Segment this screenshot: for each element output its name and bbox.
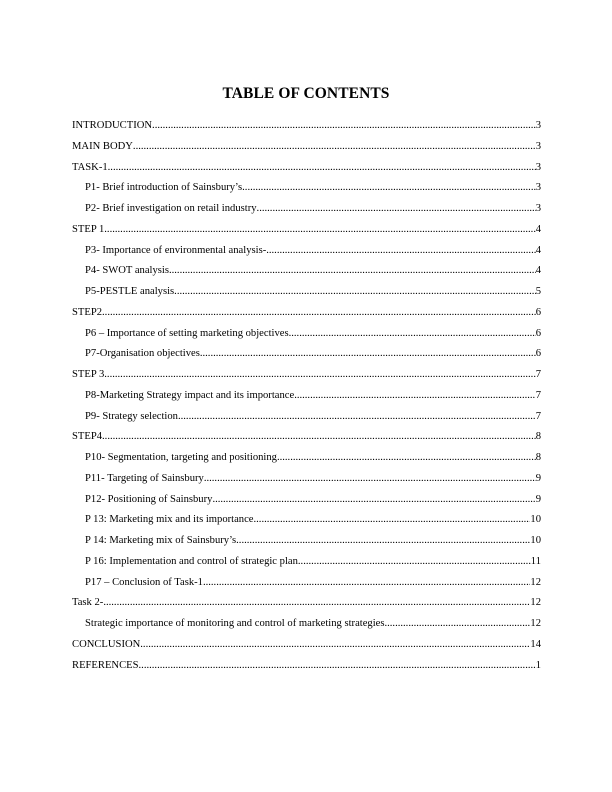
toc-entry-page-number: 7	[535, 410, 541, 422]
toc-entry-page-number: 10	[530, 535, 541, 546]
toc-entry-label: INTRODUCTION	[72, 120, 153, 131]
toc-dot-leader	[133, 137, 536, 158]
toc-entry-label: STEP 3	[72, 369, 105, 380]
toc-entry-page-number: 6	[535, 348, 541, 360]
toc-entry-label: P6 – Importance of setting marketing objectives	[85, 327, 289, 339]
toc-entry[interactable]	[72, 220, 541, 241]
toc-entry[interactable]	[72, 344, 541, 365]
toc-entry[interactable]	[72, 199, 541, 220]
toc-entry[interactable]	[72, 427, 541, 448]
toc-entry-label: STEP2	[72, 306, 103, 318]
toc-entry-page-number: 5	[535, 286, 541, 297]
toc-entry-label: MAIN BODY	[72, 140, 133, 152]
toc-entry[interactable]	[72, 614, 541, 635]
toc-dot-leader	[289, 324, 536, 345]
toc-entry[interactable]	[72, 531, 541, 552]
toc-dot-leader	[139, 656, 536, 677]
toc-entry[interactable]	[72, 137, 541, 158]
toc-entry-label: Strategic importance of monitoring and control of marketing strategies	[85, 618, 385, 629]
toc-entry-page-number: 7	[535, 369, 541, 380]
toc-entry-label: P5-PESTLE analysis	[85, 286, 175, 297]
toc-dot-leader	[384, 614, 530, 635]
toc-entry-page-number: 9	[535, 493, 541, 505]
toc-entry-label: P11- Targeting of Sainsbury	[85, 472, 204, 484]
toc-entry[interactable]	[72, 656, 541, 677]
toc-entry-label: P17 – Conclusion of Task-1	[85, 576, 203, 588]
table-of-contents	[72, 116, 541, 676]
toc-entry-page-number: 11	[530, 555, 541, 567]
toc-entry-label: CONCLUSION	[72, 638, 141, 650]
toc-entry[interactable]	[72, 282, 541, 303]
toc-entry[interactable]	[72, 490, 541, 511]
toc-entry[interactable]	[72, 386, 541, 407]
toc-entry[interactable]	[72, 241, 541, 262]
toc-entry-label: P12- Positioning of Sainsbury	[85, 493, 213, 505]
toc-entry[interactable]	[72, 573, 541, 594]
toc-entry-page-number: 8	[535, 452, 541, 463]
toc-entry-label: P 16: Implementation and control of strategic plan	[85, 555, 298, 567]
toc-entry-label: STEP4	[72, 431, 103, 443]
toc-entry-page-number: 3	[535, 203, 541, 214]
toc-dot-leader	[204, 469, 536, 490]
toc-entry[interactable]	[72, 552, 541, 573]
toc-entry-page-number: 3	[535, 140, 541, 152]
toc-dot-leader	[200, 344, 536, 365]
toc-entry-label: P10- Segmentation, targeting and positioning	[85, 452, 277, 463]
toc-dot-leader	[104, 220, 535, 241]
toc-entry-page-number: 4	[535, 265, 541, 277]
toc-dot-leader	[203, 573, 530, 594]
toc-entry-page-number: 3	[535, 120, 541, 131]
toc-entry[interactable]	[72, 178, 541, 199]
toc-entry[interactable]	[72, 469, 541, 490]
toc-entry-page-number: 6	[535, 306, 541, 318]
toc-entry-page-number: 7	[535, 389, 541, 401]
toc-entry-label: REFERENCES	[72, 659, 139, 671]
toc-entry-page-number: 4	[535, 223, 541, 235]
toc-dot-leader	[236, 531, 530, 552]
toc-dot-leader	[102, 427, 536, 448]
toc-dot-leader	[298, 552, 531, 573]
toc-entry-label: P3- Importance of environmental analysis-	[85, 244, 267, 256]
toc-dot-leader	[152, 116, 536, 137]
toc-dot-leader	[254, 510, 531, 531]
toc-entry[interactable]	[72, 365, 541, 386]
toc-entry-page-number: 3	[535, 182, 541, 194]
toc-entry-page-number: 8	[535, 431, 541, 443]
page-title: TABLE OF CONTENTS	[222, 85, 390, 102]
toc-entry-label: P 13: Marketing mix and its importance	[85, 514, 254, 526]
toc-entry-label: STEP 1	[72, 223, 105, 235]
toc-entry-page-number: 9	[535, 472, 541, 484]
toc-entry-page-number: 4	[535, 244, 541, 256]
toc-dot-leader	[102, 303, 536, 324]
toc-entry-label: P1- Brief introduction of Sainsbury’s	[85, 182, 243, 194]
toc-entry[interactable]	[72, 158, 541, 179]
toc-entry-page-number: 12	[530, 576, 541, 588]
toc-entry[interactable]	[72, 635, 541, 656]
toc-entry-label: Task 2-	[72, 597, 104, 609]
toc-entry[interactable]	[72, 116, 541, 137]
toc-dot-leader	[140, 635, 530, 656]
toc-entry-label: P2- Brief investigation on retail industry	[85, 203, 257, 214]
toc-dot-leader	[178, 407, 536, 428]
toc-entry[interactable]	[72, 303, 541, 324]
toc-entry-page-number: 12	[530, 618, 541, 629]
toc-dot-leader	[294, 386, 536, 407]
toc-entry-label: TASK-1	[72, 161, 108, 173]
toc-dot-leader	[103, 593, 530, 614]
toc-entry[interactable]	[72, 324, 541, 345]
toc-dot-leader	[242, 178, 536, 199]
toc-entry[interactable]	[72, 448, 541, 469]
toc-entry-page-number: 6	[535, 327, 541, 339]
toc-dot-leader	[108, 158, 536, 179]
toc-dot-leader	[169, 261, 536, 282]
toc-entry-page-number: 14	[530, 638, 541, 650]
toc-entry-label: P 14: Marketing mix of Sainsbury’s	[85, 535, 237, 546]
toc-entry-page-number: 12	[530, 597, 541, 609]
toc-entry[interactable]	[72, 261, 541, 282]
toc-dot-leader	[277, 448, 536, 469]
toc-entry-page-number: 10	[530, 514, 541, 526]
toc-entry-label: P9- Strategy selection	[85, 410, 178, 422]
toc-entry[interactable]	[72, 407, 541, 428]
toc-entry-label: P4- SWOT analysis	[85, 265, 169, 277]
toc-entry-label: P8-Marketing Strategy impact and its importance	[85, 389, 295, 401]
toc-entry-label: P7-Organisation objectives	[85, 348, 200, 360]
toc-dot-leader	[174, 282, 536, 303]
toc-entry-page-number: 3	[535, 161, 541, 173]
toc-entry-page-number: 1	[535, 659, 541, 671]
toc-entry[interactable]	[72, 593, 541, 614]
toc-dot-leader	[257, 199, 536, 220]
toc-dot-leader	[212, 490, 535, 511]
toc-dot-leader	[266, 241, 535, 262]
toc-dot-leader	[104, 365, 535, 386]
toc-entry[interactable]	[72, 510, 541, 531]
